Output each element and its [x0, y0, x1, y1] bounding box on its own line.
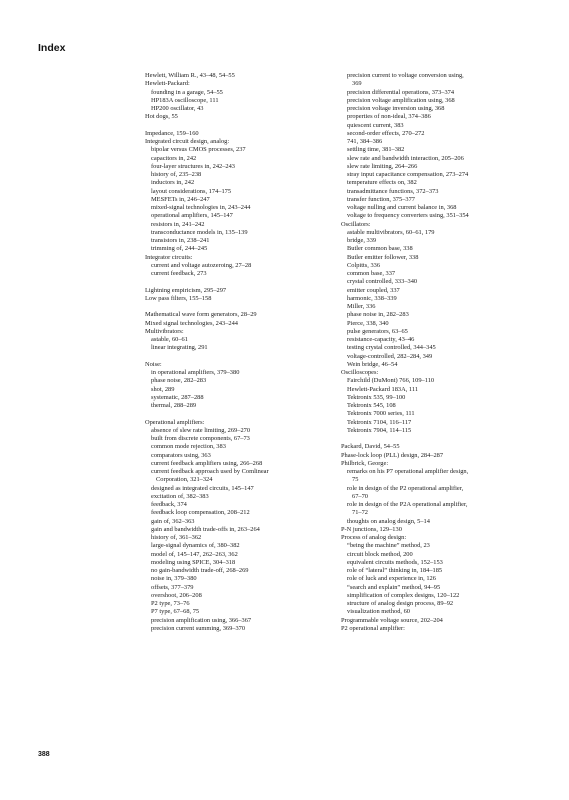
index-subentry: structure of analog design process, 89–92: [347, 600, 454, 607]
index-subentry: history of, 235–238: [151, 171, 202, 178]
index-subentry: Pierce, 338, 340: [347, 319, 389, 327]
index-subentry: Fairchild (DuMont) 766, 109–110: [347, 377, 435, 385]
index-subentry: built from discrete components, 67–73: [151, 435, 250, 442]
index-subentry: 71–72: [352, 509, 368, 517]
index-subentry: Corporation, 321–324: [156, 476, 213, 484]
index-subentry: crystal controlled, 333–340: [347, 278, 418, 286]
index-subentry: P7 type, 67–68, 75: [151, 608, 200, 616]
index-subentry: HP200 oscillator, 43: [151, 105, 204, 112]
index-entry: Impedance, 159–160: [145, 129, 199, 137]
index-subentry: Tektronix 7104, 116–117: [347, 418, 412, 426]
index-subentry: quiescent current, 383: [347, 121, 404, 129]
index-column-left: [145, 72, 341, 633]
index-entry: Hewlett, William R., 43–48, 54–55: [145, 72, 235, 79]
index-subentry: layout considerations, 174–175: [151, 187, 232, 195]
index-subentry: no gain-bandwidth trade-off, 268–269: [151, 567, 249, 574]
index-entry: Operational amplifiers:: [145, 418, 205, 426]
index-entry: Packard, David, 54–55: [341, 443, 400, 451]
index-subentry: large-signal dynamics of, 380–382: [151, 542, 240, 550]
index-subentry: mixed-signal technologies in, 243–244: [151, 204, 251, 211]
index-subentry: transadmittance functions, 372–373: [347, 187, 439, 195]
index-subentry: transistors in, 238–241: [151, 237, 210, 244]
index-subentry: Butler common base, 338: [347, 245, 413, 253]
index-subentry: thermal, 288–289: [151, 402, 197, 409]
index-subentry: equivalent circuits methods, 152–153: [347, 558, 443, 566]
index-subentry: common mode rejection, 383: [151, 443, 226, 451]
index-subentry: “being the machine” method, 23: [347, 542, 430, 550]
index-subentry: Wein bridge, 46–54: [347, 360, 398, 368]
index-subentry: Tektronix 7000 series, 111: [347, 410, 415, 418]
index-entry: Phase-lock loop (PLL) design, 284–287: [341, 451, 444, 459]
index-subentry: phase noise, 282–283: [151, 377, 207, 385]
index-column-right: [341, 72, 537, 633]
index-subentry: overshoot, 206–208: [151, 591, 202, 599]
index-spacer: [341, 435, 537, 443]
index-subentry: gain of, 362–363: [151, 517, 195, 525]
page-heading: Index: [38, 42, 66, 54]
index-subentry: slew rate limiting, 264–266: [347, 162, 418, 170]
index-subentry: Tektronix 535, 99–100: [347, 393, 406, 401]
index-subentry: role in design of the P2A operational amplifier,: [347, 501, 468, 508]
index-subentry: feedback loop compensation, 208–212: [151, 509, 250, 517]
index-subentry: four-layer structures in, 242–243: [151, 162, 235, 170]
index-subentry: role of “lateral” thinking in, 184–185: [347, 567, 443, 574]
index-entry: P2 operational amplifier:: [341, 624, 405, 632]
index-entry: Integrated circuit design, analog:: [145, 138, 230, 145]
index-entry: Philbrick, George:: [341, 459, 389, 467]
index-subentry: astable, 60–61: [151, 336, 188, 343]
index-entry: Low pass filters, 155–158: [145, 294, 212, 302]
index-subentry: founding in a garage, 54–55: [151, 88, 223, 96]
index-subentry: comparators using, 363: [151, 451, 211, 459]
index-entry: Noise:: [145, 360, 162, 368]
index-spacer: [145, 353, 341, 361]
index-subentry: current feedback approach used by Comlinear: [151, 468, 269, 475]
index-subentry: 369: [352, 80, 362, 88]
index-spacer: [145, 122, 341, 130]
index-entry: P-N junctions, 129–130: [341, 525, 402, 533]
index-subentry: transfer function, 375–377: [347, 195, 415, 203]
index-subentry: MESFETs in, 246–247: [151, 195, 210, 203]
index-subentry: trimming of, 244–245: [151, 245, 208, 253]
index-subentry: current and voltage autozeroing, 27–28: [151, 261, 252, 269]
index-spacer: [145, 303, 341, 311]
index-subentry: precision voltage inversion using, 368: [347, 105, 445, 112]
index-subentry: transconductance models in, 135–139: [151, 228, 248, 236]
index-subentry: precision amplification using, 366–367: [151, 616, 252, 624]
index-subentry: feedback, 374: [151, 501, 187, 508]
index-subentry: testing crystal controlled, 344–345: [347, 344, 436, 352]
index-subentry: 75: [352, 476, 359, 484]
index-subentry: Hewlett-Packard 183A, 111: [347, 385, 419, 393]
index-subentry: P2 type, 73–76: [151, 600, 190, 607]
index-subentry: designed as integrated circuits, 145–147: [151, 484, 254, 492]
index-subentry: emitter coupled, 337: [347, 286, 400, 294]
index-subentry: current feedback, 273: [151, 270, 207, 277]
index-entry: Mathematical wave form generators, 28–29: [145, 311, 257, 319]
index-subentry: operational amplifiers, 145–147: [151, 212, 233, 220]
index-subentry: precision current summing, 369–370: [151, 624, 246, 632]
index-subentry: Tektronix 7904, 114–115: [347, 426, 412, 434]
page-number: 388: [38, 751, 50, 758]
index-subentry: Miller, 336: [347, 303, 376, 310]
index-subentry: excitation of, 382–383: [151, 492, 209, 500]
index-subentry: precision voltage amplification using, 368: [347, 96, 455, 104]
index-subentry: HP183A oscilloscope, 111: [151, 96, 219, 104]
index-entry: Integrator circuits:: [145, 253, 193, 261]
index-subentry: precision differential operations, 373–374: [347, 88, 455, 96]
index-subentry: model of, 145–147, 262–263, 362: [151, 550, 238, 558]
index-subentry: settling time, 381–382: [347, 146, 405, 154]
index-subentry: remarks on his P7 operational amplifier design,: [347, 468, 469, 475]
index-entry: Mixed signal technologies, 243–244: [145, 319, 239, 327]
index-subentry: current feedback amplifiers using, 266–268: [151, 459, 263, 467]
index-subentry: circuit block method, 200: [347, 550, 413, 558]
index-subentry: phase noise in, 282–283: [347, 311, 409, 319]
index-subentry: pulse generators, 63–65: [347, 327, 408, 335]
index-subentry: common base, 337: [347, 270, 396, 277]
index-entry: Programmable voltage source, 202–204: [341, 616, 443, 624]
index-subentry: astable multivibrators, 60–61, 179: [347, 228, 435, 236]
index-subentry: Colpitts, 336: [347, 261, 381, 269]
index-spacer: [145, 410, 341, 418]
index-subentry: resistance-capacity, 43–46: [347, 336, 415, 343]
index-entry: Lightning empiricism, 295–297: [145, 286, 227, 294]
index-entry: Oscillators:: [341, 220, 371, 228]
index-subentry: visualization method, 60: [347, 608, 411, 616]
index-subentry: voltage to frequency converters using, 351–354: [347, 212, 469, 220]
index-subentry: bipolar versus CMOS processes, 237: [151, 146, 246, 154]
index-subentry: stray input capacitance compensation, 273–274: [347, 171, 469, 178]
index-entry: Multivibrators:: [145, 327, 184, 335]
index-subentry: “search and explain” method, 94–95: [347, 583, 441, 591]
index-subentry: slew rate and bandwidth interaction, 205–206: [347, 154, 464, 162]
index-subentry: absence of slew rate limiting, 269–270: [151, 426, 251, 434]
index-subentry: Tektronix 545, 108: [347, 402, 396, 409]
index-subentry: voltage nulling and current balance in, 368: [347, 204, 457, 211]
index-subentry: simplification of complex designs, 120–122: [347, 591, 460, 599]
index-subentry: bridge, 339: [347, 237, 377, 244]
index-subentry: modeling using SPICE, 304–318: [151, 558, 236, 566]
index-subentry: noise in, 379–380: [151, 575, 197, 583]
index-subentry: role in design of the P2 operational amplifier,: [347, 484, 464, 492]
index-subentry: linear integrating, 291: [151, 344, 208, 352]
index-subentry: offsets, 377–379: [151, 583, 194, 591]
index-subentry: Butler emitter follower, 338: [347, 253, 419, 261]
index-entry: Oscilloscopes:: [341, 369, 379, 376]
index-subentry: resistors in, 241–242: [151, 220, 205, 228]
index-subentry: shot, 289: [151, 385, 175, 393]
index-subentry: second-order effects, 270–272: [347, 129, 425, 137]
index-subentry: in operational amplifiers, 379–380: [151, 369, 240, 376]
index-subentry: precision current to voltage conversion using,: [347, 72, 464, 79]
index-subentry: role of luck and experience in, 126: [347, 575, 436, 583]
index-entry: Process of analog design:: [341, 534, 407, 541]
index-subentry: history of, 361–362: [151, 534, 202, 541]
index-subentry: gain and bandwidth trade-offs in, 263–264: [151, 525, 260, 533]
index-entry: Hewlett-Packard:: [145, 80, 190, 88]
index-subentry: capacitors in, 242: [151, 154, 197, 162]
index-subentry: harmonic, 338–339: [347, 294, 397, 302]
index-subentry: inductors in, 242: [151, 179, 195, 187]
index-spacer: [145, 278, 341, 286]
index-entry: Hot dogs, 55: [145, 113, 178, 121]
index-subentry: voltage-controlled, 282–284, 349: [347, 352, 433, 360]
index-subentry: thoughts on analog design, 5–14: [347, 517, 430, 525]
index-subentry: properties of non-ideal, 374–386: [347, 113, 431, 121]
index-subentry: 741, 384–386: [347, 138, 383, 145]
index-subentry: 67–70: [352, 492, 368, 500]
index-subentry: systematic, 287–288: [151, 393, 204, 401]
index-subentry: temperature effects on, 382: [347, 179, 417, 187]
